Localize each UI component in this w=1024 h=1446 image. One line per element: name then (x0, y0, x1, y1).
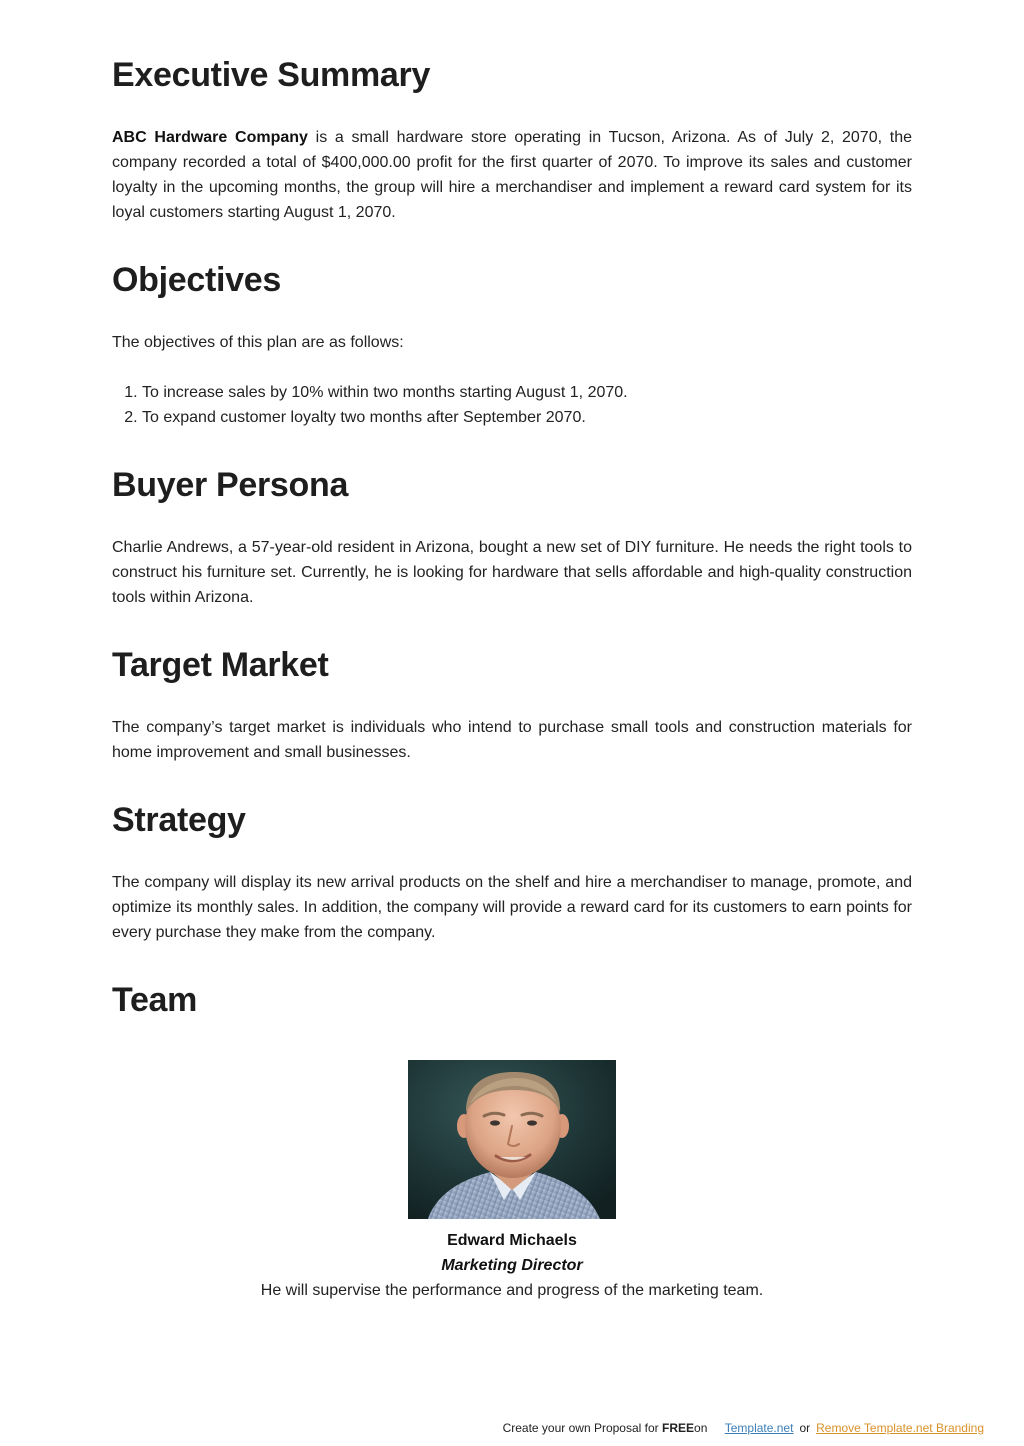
team-member-card (112, 1060, 912, 1303)
avatar (408, 1060, 616, 1219)
objectives-list (112, 380, 912, 430)
list-item: 1. To increase sales by 10% within two months starting August 1, 2070. (142, 380, 912, 405)
member-description: He will supervise the performance and progress of the marketing team. (260, 1282, 764, 1299)
objectives-heading: Objectives (112, 261, 281, 299)
list-item: 2. To expand customer loyalty two months after September 2070. (142, 405, 912, 430)
portrait-photo (408, 1060, 616, 1219)
strategy-text: The company will display its new arrival products on the shelf and hire a merchandiser to manage, promote, and optimize its monthly sales. In addition, the company will provide a reward card for its customers to earn points for every purchase they make from the company. (112, 874, 912, 941)
strategy-heading: Strategy (112, 801, 246, 839)
objectives-intro: The objectives of this plan are as follows: (112, 334, 404, 351)
footer-prefix: Create your own Proposal for (502, 1421, 662, 1435)
target-market-heading: Target Market (112, 646, 329, 684)
footer-branding (503, 1419, 984, 1437)
executive-summary-body: is a small hardware store operating in Tucson, Arizona. As of July 2, 2070, the company recorded a total of $400,000.00 profit for the first quarter of 2070. To improve its sales and customer loyalty in the upcoming months, the group will hire a merchandiser and implement a reward card system for its loyal customers starting August 1, 2070. (112, 129, 913, 221)
buyer-persona-text: Charlie Andrews, a 57-year-old resident in Arizona, bought a new set of DIY furniture. He needs the right tools to construct his furniture set. Currently, he is looking for hardware that sells affordable and high-quality construction tools within Arizona. (112, 539, 912, 606)
template-net-link[interactable]: Template.net (724, 1421, 794, 1435)
footer-or: or (799, 1421, 811, 1435)
member-name: Edward Michaels (447, 1232, 577, 1249)
target-market-text: The company’s target market is individuals who intend to purchase small tools and construction materials for home improvement and small businesses. (112, 719, 912, 761)
executive-summary-heading: Executive Summary (112, 56, 431, 94)
team-heading: Team (112, 981, 198, 1019)
footer-free: FREE (662, 1421, 695, 1435)
executive-summary-text (112, 125, 912, 225)
company-name: ABC Hardware Company (112, 129, 308, 146)
member-role: Marketing Director (441, 1257, 583, 1274)
footer-on: on (694, 1421, 708, 1435)
remove-branding-link[interactable]: Remove Template.net Branding (816, 1421, 984, 1435)
buyer-persona-heading: Buyer Persona (112, 466, 349, 504)
